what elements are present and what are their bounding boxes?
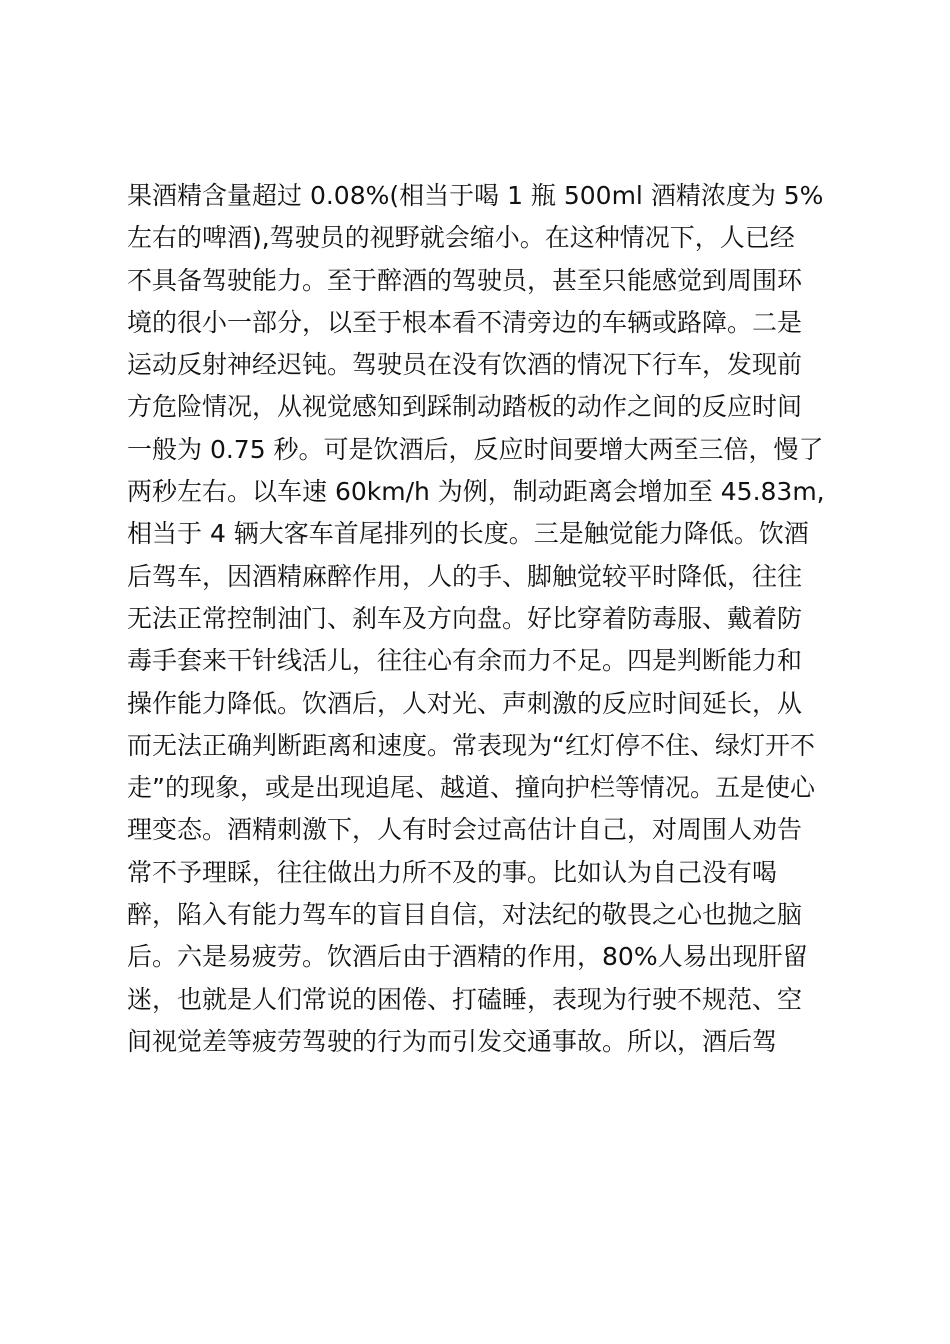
text-line: 而无法正确判断距离和速度。常表现为“红灯停不住、绿灯开不 <box>127 730 815 760</box>
text-line: 果酒精含量超过 0.08%(相当于喝 1 瓶 500ml 酒精浓度为 5% <box>127 181 824 210</box>
text-line: 走”的现象，或是出现追尾、越道、撞向护栏等情况。五是使心 <box>127 773 815 803</box>
text-line: 后驾车，因酒精麻醉作用，人的手、脚触觉较平时降低，往往 <box>127 561 803 591</box>
body-paragraph <box>127 175 847 1063</box>
text-line: 常不予理睬，往往做出力所不及的事。比如认为自己没有喝 <box>127 857 778 887</box>
text-line: 一般为 0.75 秒。可是饮酒后，反应时间要增大两至三倍，慢了 <box>127 434 824 464</box>
text-line: 相当于 4 辆大客车首尾排列的长度。三是触觉能力降低。饮酒 <box>127 519 809 549</box>
text-line: 两秒左右。以车速 60km/h 为例，制动距离会增加至 45.83m, <box>127 477 825 507</box>
text-line: 不具备驾驶能力。至于醉酒的驾驶员，甚至只能感觉到周围环 <box>127 265 803 295</box>
text-line: 运动反射神经迟钝。驾驶员在没有饮酒的情况下行车，发现前 <box>127 350 803 380</box>
text-line: 理变态。酒精刺激下，人有时会过高估计自己，对周围人劝告 <box>127 815 803 845</box>
text-line: 醉，陷入有能力驾车的盲目自信，对法纪的敬畏之心也抛之脑 <box>127 900 803 930</box>
text-line: 操作能力降低。饮酒后，人对光、声刺激的反应时间延长，从 <box>127 688 803 718</box>
text-line: 后。六是易疲劳。饮酒后由于酒精的作用，80%人易出现肝留 <box>127 942 808 972</box>
text-line: 境的很小一部分，以至于根本看不清旁边的车辆或路障。二是 <box>127 307 803 337</box>
text-line: 迷，也就是人们常说的困倦、打磕睡，表现为行驶不规范、空 <box>127 984 803 1014</box>
text-line: 左右的啤酒),驾驶员的视野就会缩小。在这种情况下，人已经 <box>127 223 795 253</box>
text-line: 方危险情况，从视觉感知到踩制动踏板的动作之间的反应时间 <box>127 392 803 422</box>
text-line: 无法正常控制油门、刹车及方向盘。好比穿着防毒服、戴着防 <box>127 603 803 633</box>
text-line: 间视觉差等疲劳驾驶的行为而引发交通事故。所以，酒后驾 <box>127 1026 778 1056</box>
text-line: 毒手套来干针线活儿，往往心有余而力不足。四是判断能力和 <box>127 646 803 676</box>
